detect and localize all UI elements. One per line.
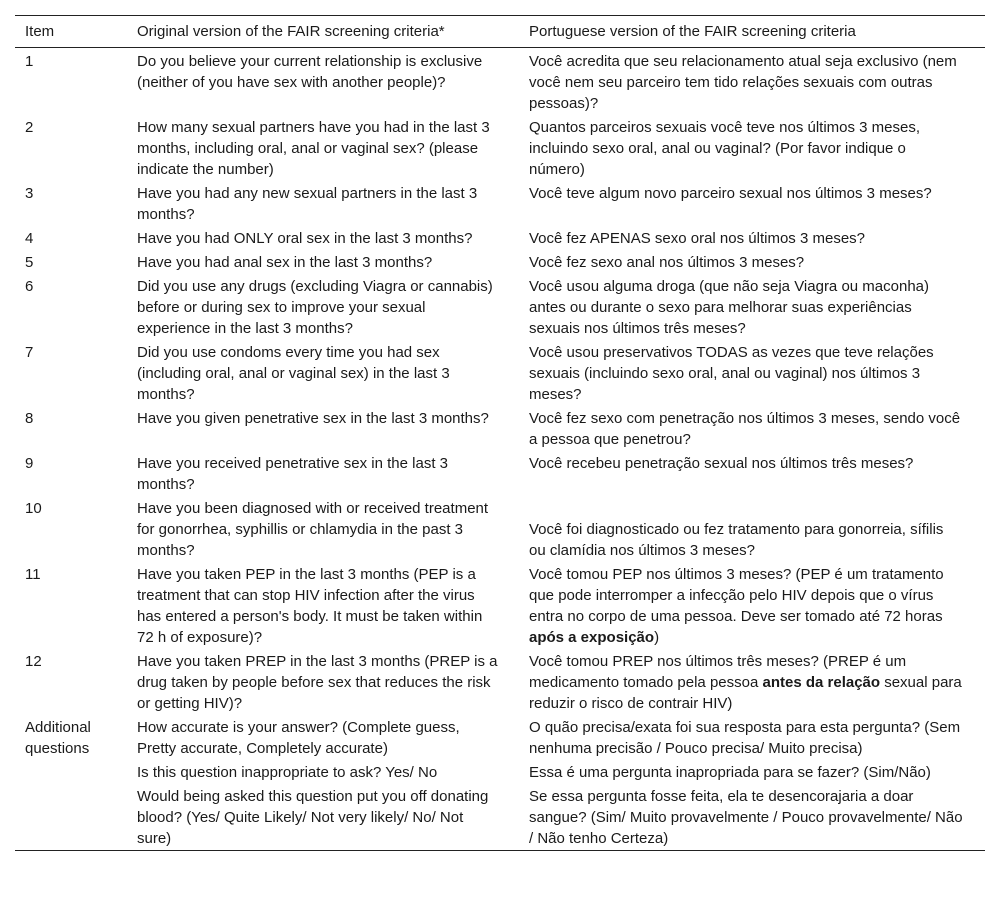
- header-item: Item: [25, 23, 55, 40]
- item-number: 8: [25, 410, 34, 427]
- portuguese-question: [519, 496, 985, 562]
- table-row: [15, 760, 985, 784]
- portuguese-question: Você usou preservativos TODAS as vezes que teve relações sexuais (incluindo sexo oral, anal ou vaginal) nos últimos 3 meses?: [529, 344, 934, 403]
- table-header: [15, 16, 985, 48]
- item-number: 12: [25, 653, 42, 670]
- table-row: [15, 784, 985, 851]
- header-row: [15, 16, 985, 48]
- portuguese-question: Você fez sexo com penetração nos últimos 3 meses, sendo você a pessoa que penetrou?: [529, 410, 961, 448]
- header-original: Original version of the FAIR screening criteria*: [137, 23, 445, 40]
- original-question: Is this question inappropriate to ask? Yes/ No: [137, 764, 438, 781]
- table-row: [15, 226, 985, 250]
- portuguese-question-text: Você foi diagnosticado ou fez tratamento para gonorreia, sífilis ou clamídia nos últimos 3 meses?: [529, 521, 944, 559]
- item-number: 9: [25, 455, 34, 472]
- portuguese-question: O quão precisa/exata foi sua resposta para esta pergunta? (Sem nenhuma precisão / Pouco precisa/ Muito precisa): [529, 719, 961, 757]
- additional-questions-label: Additional questions: [25, 719, 91, 757]
- table-row: [15, 181, 985, 226]
- portuguese-question: [519, 562, 985, 649]
- original-question: Did you use any drugs (excluding Viagra or cannabis) before or during sex to improve your sexual experience in the last 3 months?: [137, 278, 493, 337]
- fair-criteria-table: [15, 15, 985, 851]
- table-row: [15, 250, 985, 274]
- original-question: Have you had ONLY oral sex in the last 3 months?: [137, 230, 473, 247]
- portuguese-question: Você acredita que seu relacionamento atual seja exclusivo (nem você nem seu parceiro tem tido relações sexuais com outras pessoas)?: [529, 53, 957, 112]
- table-row: [15, 48, 985, 116]
- table-row: [15, 340, 985, 406]
- table-row: [15, 496, 985, 562]
- original-question: Have you had anal sex in the last 3 months?: [137, 254, 433, 271]
- portuguese-question: Quantos parceiros sexuais você teve nos últimos 3 meses, incluindo sexo oral, anal ou vaginal? (Por favor indique o número): [529, 119, 921, 178]
- table-row: [15, 274, 985, 340]
- fair-criteria-table-container: [15, 15, 985, 851]
- header-portuguese: Portuguese version of the FAIR screening criteria: [529, 23, 856, 40]
- portuguese-question: Se essa pergunta fosse feita, ela te desencorajaria a doar sangue? (Sim/ Muito provavelmente / Pouco provavelmente/ Não / Não tenho Certeza): [529, 788, 963, 847]
- item-number: 11: [25, 566, 41, 583]
- item-number: 5: [25, 254, 34, 271]
- portuguese-question: Você usou alguma droga (que não seja Viagra ou maconha) antes ou durante o sexo para melhorar suas experiências sexuais nos últimos três meses?: [529, 278, 929, 337]
- original-question: How accurate is your answer? (Complete guess, Pretty accurate, Completely accurate): [137, 719, 460, 757]
- original-question: Did you use condoms every time you had sex (including oral, anal or vaginal sex) in the last 3 months?: [137, 344, 450, 403]
- original-question: Have you taken PEP in the last 3 months (PEP is a treatment that can stop HIV infection after the virus has entered a person's body. It must be taken within 72 h of exposure)?: [137, 566, 483, 646]
- portuguese-text-part: ): [654, 629, 660, 646]
- original-question: How many sexual partners have you had in the last 3 months, including oral, anal or vaginal sex? (please indicate the number): [137, 119, 490, 178]
- original-question: Have you received penetrative sex in the last 3 months?: [137, 455, 449, 493]
- table-row: [15, 562, 985, 649]
- portuguese-text-part: sexual para reduzir o risco de contrair HIV): [529, 674, 962, 712]
- table-row: [15, 715, 985, 760]
- portuguese-question: Você recebeu penetração sexual nos últimos três meses?: [529, 455, 914, 472]
- original-question: Do you believe your current relationship is exclusive (neither of you have sex with another people)?: [137, 53, 483, 91]
- item-number: 4: [25, 230, 34, 247]
- portuguese-bold-text: antes da relação: [762, 674, 881, 691]
- portuguese-text-part: Você tomou PEP nos últimos 3 meses? (PEP é um tratamento que pode interromper a infecção pelo HIV depois que o vírus entra no corpo de uma pessoa. Deve ser tomado até 72 horas: [529, 566, 944, 625]
- original-question: Have you been diagnosed with or received treatment for gonorrhea, syphillis or chlamydia in the past 3 months?: [137, 500, 489, 559]
- table-body: [15, 48, 985, 851]
- portuguese-question: Essa é uma pergunta inapropriada para se fazer? (Sim/Não): [529, 764, 931, 781]
- item-number: 1: [25, 53, 34, 70]
- original-question: Have you given penetrative sex in the last 3 months?: [137, 410, 489, 427]
- table-row: [15, 451, 985, 496]
- portuguese-question: [519, 649, 985, 715]
- portuguese-text-part: Você tomou PREP nos últimos três meses? (PREP é um medicamento tomado pela pessoa: [529, 653, 907, 691]
- item-number: 6: [25, 278, 34, 295]
- item-number: 7: [25, 344, 34, 361]
- portuguese-question: Você fez sexo anal nos últimos 3 meses?: [529, 254, 805, 271]
- item-number: 2: [25, 119, 34, 136]
- portuguese-question: Você fez APENAS sexo oral nos últimos 3 meses?: [529, 230, 865, 247]
- original-question: Have you taken PREP in the last 3 months (PREP is a drug taken by people before sex that reduces the risk or getting HIV)?: [137, 653, 498, 712]
- table-row: [15, 406, 985, 451]
- portuguese-question: Você teve algum novo parceiro sexual nos últimos 3 meses?: [529, 185, 932, 202]
- item-number: 10: [25, 500, 42, 517]
- original-question: Have you had any new sexual partners in the last 3 months?: [137, 185, 478, 223]
- original-question: Would being asked this question put you off donating blood? (Yes/ Quite Likely/ Not very likely/ No/ Not sure): [137, 788, 489, 847]
- portuguese-bold-text: após a exposição: [529, 629, 655, 646]
- table-row: [15, 115, 985, 181]
- table-row: [15, 649, 985, 715]
- item-number: 3: [25, 185, 34, 202]
